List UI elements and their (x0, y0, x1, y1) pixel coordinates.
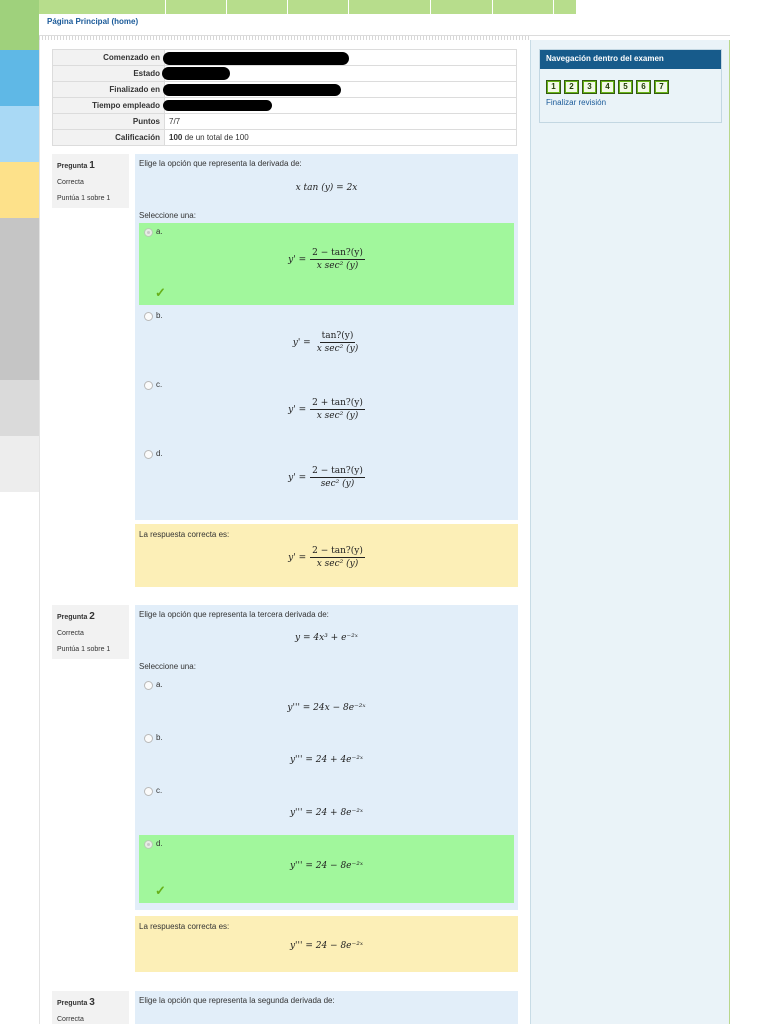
correct-answer-formula: y''' = 24 − 8e⁻²ˣ (289, 941, 364, 951)
question-info: Pregunta 3 Correcta (52, 991, 129, 1024)
question-score: Puntúa 1 sobre 1 (57, 646, 111, 653)
summary-row-points (53, 114, 517, 130)
answer-option-d[interactable] (139, 445, 514, 511)
question-feedback (135, 916, 518, 972)
nav-button-1[interactable]: 1 (546, 80, 561, 94)
summary-row-time (53, 98, 517, 114)
option-letter: d. (156, 839, 163, 848)
nav-button-4[interactable]: 4 (600, 80, 615, 94)
correct-check-icon: ✓ (155, 285, 166, 300)
correct-check-icon: ✓ (155, 883, 166, 898)
question-info: Pregunta 1 Correcta Puntúa 1 sobre 1 (52, 154, 129, 208)
option-formula: y''' = 24x − 8e⁻²ˣ (287, 703, 366, 713)
grade-value: 100 (169, 133, 183, 142)
question-content (135, 991, 518, 1024)
option-letter: c. (156, 786, 163, 795)
question-prompt: Elige la opción que representa la tercera derivada de: (139, 610, 329, 619)
home-link[interactable]: Página Principal (home) (47, 17, 139, 26)
nav-button-3[interactable]: 3 (582, 80, 597, 94)
redaction-mark (163, 100, 272, 111)
summary-row-grade (53, 130, 517, 146)
radio-button[interactable] (144, 787, 153, 796)
question-feedback (135, 524, 518, 587)
radio-button[interactable] (144, 381, 153, 390)
left-color-strip (0, 0, 39, 1024)
summary-label: Finalizado en (53, 82, 165, 98)
radio-button[interactable] (144, 312, 153, 321)
breadcrumb (39, 14, 730, 36)
option-letter: d. (156, 449, 163, 458)
select-one-label: Seleccione una: (139, 211, 196, 220)
attempt-summary-table (52, 49, 517, 146)
nav-button-7[interactable]: 7 (654, 80, 669, 94)
summary-row-state (53, 66, 517, 82)
option-formula: y' = $\frac{\tan?(y)}{\text{x sec² (y)}}$ (292, 331, 359, 354)
question-formula: x tan (y) = 2x (295, 183, 358, 193)
quiz-navigation-block (539, 49, 722, 123)
option-formula: y' = $\frac{2 - \tan?(y)}{\text{sec² (y)}}$ (288, 466, 363, 489)
summary-value: 7/7 (165, 114, 517, 130)
question-number: 1 (89, 160, 95, 171)
summary-row-started (53, 50, 517, 66)
question-content (135, 154, 518, 520)
question-info: Pregunta 2 Correcta Puntúa 1 sobre 1 (52, 605, 129, 659)
summary-label: Estado (53, 66, 165, 82)
option-formula: y' = $\frac{2 + \tan?(y)}{\text{x sec² (y)}}$ (288, 398, 363, 421)
answer-option-a[interactable] (139, 223, 514, 305)
grade-total: de un total de 100 (182, 133, 249, 142)
nav-button-2[interactable]: 2 (564, 80, 579, 94)
side-column (530, 40, 730, 1024)
select-one-label: Seleccione una: (139, 662, 196, 671)
correct-answer-formula: y' = $\frac{2 - \tan?(y)}{\text{x sec² (y)}}$ (288, 546, 363, 569)
question-prompt: Elige la opción que representa la derivada de: (139, 159, 302, 168)
feedback-label: La respuesta correcta es: (139, 922, 230, 931)
radio-button[interactable] (144, 840, 153, 849)
radio-button[interactable] (144, 681, 153, 690)
option-formula: y''' = 24 + 8e⁻²ˣ (289, 808, 364, 818)
question-score: Puntúa 1 sobre 1 (57, 195, 111, 202)
redaction-mark (163, 52, 349, 65)
nav-button-6[interactable]: 6 (636, 80, 651, 94)
option-letter: a. (156, 227, 163, 236)
answer-option-c[interactable] (139, 376, 514, 442)
answer-option-d[interactable] (139, 835, 514, 903)
summary-label: Comenzado en (53, 50, 165, 66)
option-letter: c. (156, 380, 163, 389)
option-letter: a. (156, 680, 163, 689)
question-formula: y = 4x³ + e⁻²ˣ (295, 633, 358, 643)
radio-button[interactable] (144, 450, 153, 459)
summary-label: Calificación (53, 130, 165, 146)
question-number: 2 (89, 611, 95, 622)
question-number: 3 (89, 997, 95, 1008)
feedback-label: La respuesta correcta es: (139, 530, 230, 539)
answer-option-b[interactable] (139, 307, 514, 373)
question-status: Correcta (57, 179, 84, 186)
redaction-mark (162, 67, 230, 80)
nav-title: Navegación dentro del examen (540, 50, 721, 69)
question-status: Correcta (57, 1016, 84, 1023)
option-letter: b. (156, 733, 163, 742)
top-menu-bar (39, 0, 576, 14)
answer-option-c[interactable] (139, 782, 514, 832)
radio-button[interactable] (144, 734, 153, 743)
radio-button[interactable] (144, 228, 153, 237)
answer-option-b[interactable] (139, 729, 514, 779)
question-status: Correcta (57, 630, 84, 637)
redaction-mark (163, 84, 341, 96)
answer-option-a[interactable] (139, 676, 514, 726)
question-prompt: Elige la opción que representa la segunda derivada de: (139, 996, 335, 1005)
option-formula: y' = $\frac{2 - \tan?(y)}{\text{x sec² (y)}}$ (288, 248, 363, 271)
question-content (135, 605, 518, 910)
finish-review-link[interactable]: Finalizar revisión (546, 98, 607, 107)
summary-row-finished (53, 82, 517, 98)
option-formula: y''' = 24 + 4e⁻²ˣ (289, 755, 364, 765)
option-letter: b. (156, 311, 163, 320)
summary-label: Tiempo empleado (53, 98, 165, 114)
nav-button-5[interactable]: 5 (618, 80, 633, 94)
summary-label: Puntos (53, 114, 165, 130)
option-formula: y''' = 24 − 8e⁻²ˣ (289, 861, 364, 871)
